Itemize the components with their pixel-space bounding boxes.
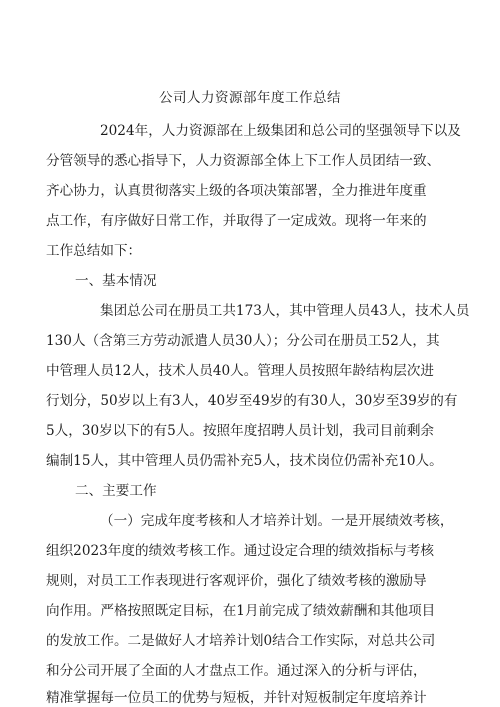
paragraph-line: 工作总结如下： (46, 243, 142, 259)
paragraph-line: 和分公司开展了全面的人才盘点工作。通过深入的分析与评估， (46, 663, 427, 679)
paragraph-line: （一）完成年度考核和人才培养计划。一是开展绩效考核， (100, 513, 454, 529)
section-heading: 一、基本情况 (75, 273, 157, 289)
paragraph-line: 编制15人，其中管理人员仍需补充5人，技术岗位仍需补充10人。 (46, 453, 443, 469)
paragraph-line: 规则，对员工工作表现进行客观评价，强化了绩效考核的激励导 (46, 573, 427, 589)
paragraph-line: 点工作，有序做好日常工作，并取得了一定成效。现将一年来的 (46, 213, 427, 229)
paragraph-line: 2024年，人力资源部在上级集团和总公司的坚强领导下以及 (100, 123, 461, 139)
paragraph-line: 组织2023年度的绩效考核工作。通过设定合理的绩效指标与考核 (46, 543, 435, 559)
paragraph-line: 精准掌握每一位员工的优势与短板，并针对短板制定年度培养计 (46, 690, 427, 706)
paragraph-line: 齐心协力，认真贯彻落实上级的各项决策部署，全力推进年度重 (46, 183, 427, 199)
document-title: 公司人力资源部年度工作总结 (159, 90, 341, 106)
paragraph-line: 行划分，50岁以上有3人，40岁至49岁的有30人，30岁至39岁的有 (46, 393, 458, 409)
paragraph-line: 分管领导的悉心指导下，人力资源部全体上下工作人员团结一致、 (46, 153, 441, 169)
paragraph-line: 中管理人员12人，技术人员40人。管理人员按照年龄结构层次进 (46, 363, 435, 379)
paragraph-line: 集团总公司在册员工共173人，其中管理人员43人，技术人员 (100, 303, 470, 319)
paragraph-line: 5人，30岁以下的有5人。按照年度招聘人员计划，我司目前剩余 (46, 423, 435, 439)
section-heading: 二、主要工作 (75, 483, 157, 499)
paragraph-line: 的发放工作。二是做好人才培养计划0结合工作实际，对总共公司 (46, 633, 436, 649)
paragraph-line: 向作用。严格按照既定目标，在1月前完成了绩效薪酬和其他项目 (46, 603, 436, 619)
paragraph-line: 130人（含第三方劳动派遣人员30人）；分公司在册员工52人，其 (46, 333, 440, 349)
